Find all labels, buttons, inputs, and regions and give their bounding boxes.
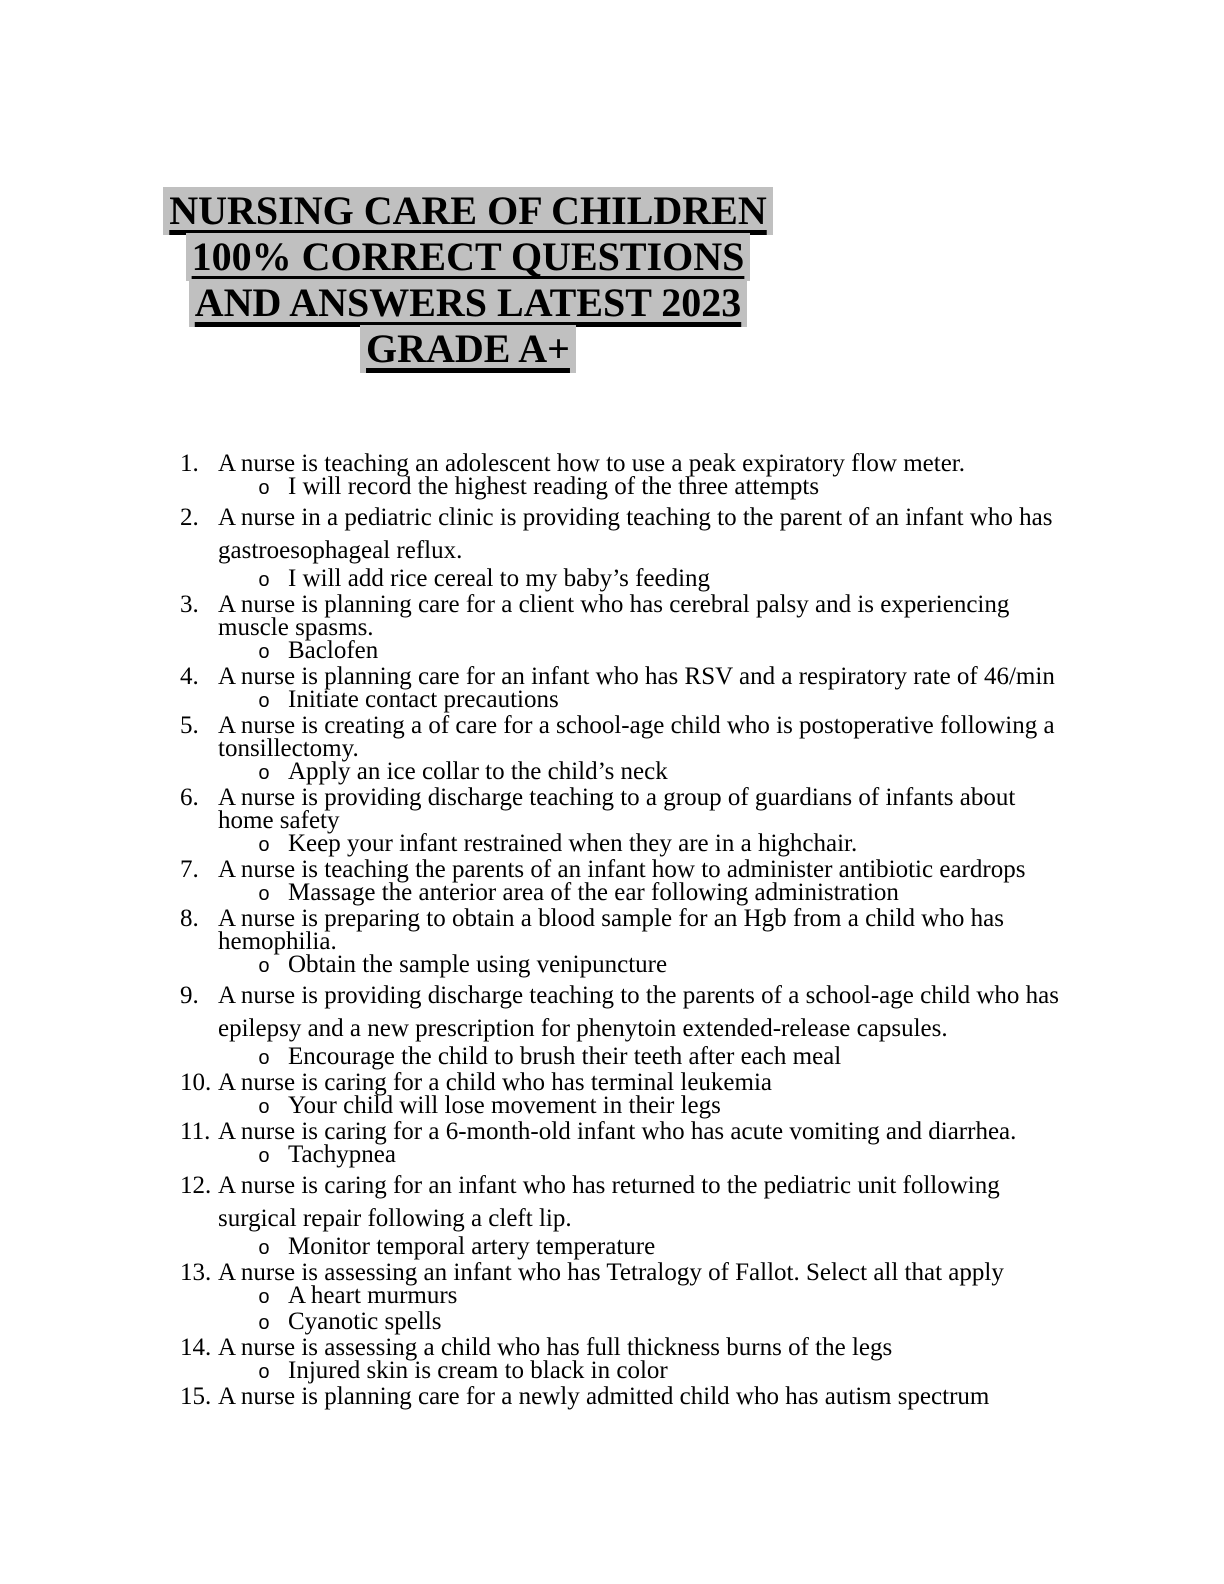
question-item <box>180 786 1072 858</box>
circle-bullet: o <box>258 835 271 858</box>
circle-bullet: o <box>258 478 271 501</box>
answer-text: Initiate contact precautions <box>288 686 559 713</box>
answer-text: Tachypnea <box>288 1141 396 1168</box>
answer-text: A heart murmurs <box>288 1282 458 1309</box>
question-text: A nurse is providing discharge teaching to the parents of a school-age child who has epilepsy and a new prescription for phenytoin extended-release capsules. <box>218 982 1059 1042</box>
answer-text: Massage the anterior area of the ear following administration <box>288 879 899 906</box>
circle-bullet: o <box>258 1287 271 1310</box>
answer-line <box>258 1359 1072 1385</box>
question-item <box>180 858 1072 907</box>
answer-text: Encourage the child to brush their teeth after each meal <box>288 1043 842 1070</box>
circle-bullet: o <box>258 1048 271 1071</box>
answer-line <box>258 1235 1072 1261</box>
question-text: A nurse is caring for a 6-month-old infant who has acute vomiting and diarrhea. <box>218 1118 1017 1145</box>
question-text: A nurse is caring for a child who has terminal leukemia <box>218 1069 773 1096</box>
question-number: 3. <box>180 591 199 618</box>
question-number: 1. <box>180 450 199 477</box>
circle-bullet: o <box>258 763 271 786</box>
question-item <box>180 907 1072 979</box>
answer-line <box>258 881 1072 907</box>
answer-line <box>258 639 1072 665</box>
question-number: 9. <box>180 982 199 1009</box>
circle-bullet: o <box>258 642 271 665</box>
answer-line <box>258 760 1072 786</box>
circle-bullet: o <box>258 1097 271 1120</box>
answer-text: Your child will lose movement in their legs <box>288 1092 721 1119</box>
question-text: A nurse is planning care for an infant who has RSV and a respiratory rate of 46/min <box>218 663 1055 690</box>
question-text: A nurse is preparing to obtain a blood sample for an Hgb from a child who has hemophilia. <box>218 905 1004 955</box>
question-number: 6. <box>180 784 199 811</box>
question-text: A nurse is assessing an infant who has Tetralogy of Fallot. Select all that apply <box>218 1259 1004 1286</box>
answer-line <box>258 1094 1072 1120</box>
answer-line <box>258 1310 1072 1336</box>
question-number: 12. <box>180 1172 212 1199</box>
answer-line <box>258 1143 1072 1169</box>
title-line: GRADE A+ <box>360 325 576 373</box>
question-text: A nurse is planning care for a newly admitted child who has autism spectrum <box>218 1383 990 1410</box>
question-number: 5. <box>180 712 199 739</box>
question-number: 8. <box>180 905 199 932</box>
question-item <box>180 714 1072 786</box>
question-item <box>180 979 1072 1071</box>
question-line <box>180 786 1072 832</box>
question-text: A nurse is planning care for a client who has cerebral palsy and is experiencing muscle spasms. <box>218 591 1010 641</box>
question-line <box>180 714 1072 760</box>
document-title <box>163 188 773 372</box>
question-text: A nurse is teaching the parents of an infant how to administer antibiotic eardrops <box>218 856 1026 883</box>
answer-text: I will add rice cereal to my baby’s feeding <box>288 565 711 592</box>
title-line: 100% CORRECT QUESTIONS <box>186 233 751 281</box>
question-item <box>180 1071 1072 1120</box>
answer-text: Obtain the sample using venipuncture <box>288 951 668 978</box>
answer-line <box>258 475 1072 501</box>
answer-line <box>258 1045 1072 1071</box>
question-text: A nurse is assessing a child who has full thickness burns of the legs <box>218 1334 893 1361</box>
answer-line <box>258 567 1072 593</box>
question-text: A nurse is creating a of care for a school-age child who is postoperative following a tonsillectomy. <box>218 712 1055 762</box>
question-text: A nurse is providing discharge teaching to a group of guardians of infants about home safety <box>218 784 1016 834</box>
answer-line <box>258 688 1072 714</box>
question-line <box>180 858 1072 881</box>
question-number: 4. <box>180 663 199 690</box>
question-item <box>180 1169 1072 1261</box>
circle-bullet: o <box>258 1146 271 1169</box>
question-item <box>180 501 1072 593</box>
question-number: 11. <box>180 1118 211 1145</box>
answer-text: I will record the highest reading of the three attempts <box>288 473 820 500</box>
question-line <box>180 1169 1072 1235</box>
question-item <box>180 665 1072 714</box>
question-item <box>180 1261 1072 1336</box>
answer-text: Apply an ice collar to the child’s neck <box>288 758 668 785</box>
answer-text: Monitor temporal artery temperature <box>288 1233 656 1260</box>
title-line: AND ANSWERS LATEST 2023 <box>189 279 747 327</box>
question-number: 7. <box>180 856 199 883</box>
answer-text: Keep your infant restrained when they are in a highchair. <box>288 830 858 857</box>
question-line <box>180 979 1072 1045</box>
question-line <box>180 907 1072 953</box>
question-text: A nurse is teaching an adolescent how to use a peak expiratory flow meter. <box>218 450 965 477</box>
circle-bullet: o <box>258 956 271 979</box>
question-number: 10. <box>180 1069 212 1096</box>
answer-line <box>258 832 1072 858</box>
question-line <box>180 1071 1072 1094</box>
question-line <box>180 1261 1072 1284</box>
question-number: 15. <box>180 1383 212 1410</box>
question-item <box>180 593 1072 665</box>
circle-bullet: o <box>258 1362 271 1385</box>
question-line <box>180 665 1072 688</box>
question-item <box>180 1385 1072 1408</box>
question-line <box>180 452 1072 475</box>
question-number: 2. <box>180 504 199 531</box>
answer-line <box>258 953 1072 979</box>
circle-bullet: o <box>258 570 271 593</box>
answer-text: Injured skin is cream to black in color <box>288 1357 668 1384</box>
question-number: 13. <box>180 1259 212 1286</box>
question-item <box>180 1120 1072 1169</box>
question-text: A nurse in a pediatric clinic is providing teaching to the parent of an infant who has gastroesophageal reflux. <box>218 504 1053 564</box>
circle-bullet: o <box>258 691 271 714</box>
question-line <box>180 593 1072 639</box>
question-item <box>180 1336 1072 1385</box>
answer-text: Cyanotic spells <box>288 1308 442 1335</box>
answer-text: Baclofen <box>288 637 379 664</box>
question-line <box>180 1336 1072 1359</box>
question-line <box>180 1120 1072 1143</box>
circle-bullet: o <box>258 1313 271 1336</box>
question-number: 14. <box>180 1334 212 1361</box>
circle-bullet: o <box>258 884 271 907</box>
title-line: NURSING CARE OF CHILDREN <box>163 187 772 235</box>
question-line <box>180 501 1072 567</box>
question-item <box>180 452 1072 501</box>
answer-line <box>258 1284 1072 1310</box>
question-line <box>180 1385 1072 1408</box>
questions-list <box>180 452 1072 1408</box>
question-text: A nurse is caring for an infant who has returned to the pediatric unit following surgical repair following a cleft lip. <box>218 1172 1000 1232</box>
circle-bullet: o <box>258 1238 271 1261</box>
